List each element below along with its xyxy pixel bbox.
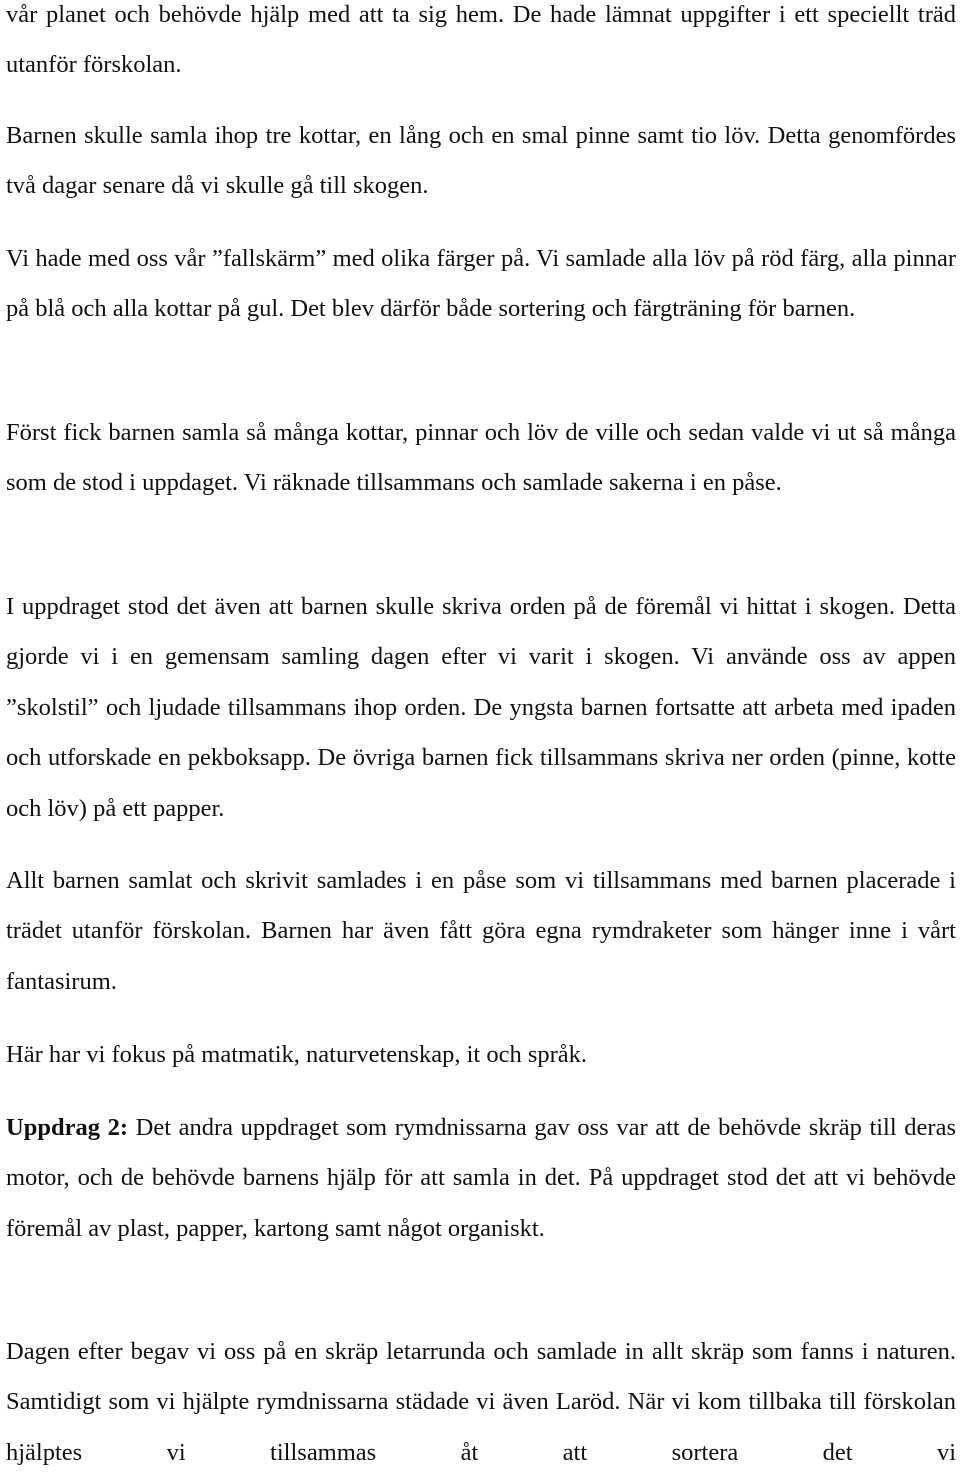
paragraph-focus-areas: Här har vi fokus på matmatik, naturvetenskap, it och språk. [6, 1041, 588, 1068]
paragraph-tree-placement: Allt barnen samlat och skrivit samlades i en påse som vi tillsammans med barnen placerade i trädet utanför förskolan. Barnen har även fått göra egna rymdraketer som hänger inne i vårt fantasirum. [6, 867, 956, 995]
paragraph-intro-continued: vår planet och behövde hjälp med att ta sig hem. De hade lämnat uppgifter i ett speciellt träd utanför förskolan. [6, 1, 956, 79]
paragraph-writing-words: I uppdraget stod det även att barnen skulle skriva orden på de föremål vi hittat i skogen. Detta gjorde vi i en gemensam samling dagen efter vi varit i skogen. Vi använde oss av appen ”skolstil” och ljudade tillsammans ihop orden. De yngsta barnen fortsatte att arbeta med ipaden och utforskade en pekboksapp. De övriga barnen fick tillsammans skriva ner orden (pinne, kotte och löv) på ett papper. [6, 593, 956, 822]
mission-2-text: Det andra uppdraget som rymdnissarna gav oss var att de behövde skräp till deras motor, och de behövde barnens hjälp för att samla in det. På uppdraget stod det att vi behövde föremål av plast, papper, kartong samt något organiskt. [6, 1114, 956, 1242]
paragraph-mission-2 [6, 1103, 956, 1254]
mission-2-label: Uppdrag 2: [6, 1114, 128, 1141]
paragraph-parachute-sorting: Vi hade med oss vår ”fallskärm” med olika färger på. Vi samlade alla löv på röd färg, alla pinnar på blå och alla kottar på gul. Det blev därför både sortering och färgträning för barnen. [6, 245, 956, 323]
paragraph-collect-items: Barnen skulle samla ihop tre kottar, en lång och en smal pinne samt tio löv. Detta genomfördes två dagar senare då vi skulle gå till skogen. [6, 122, 956, 200]
paragraph-counting: Först fick barnen samla så många kottar, pinnar och löv de ville och sedan valde vi ut så många som de stod i uppdaget. Vi räknade tillsammans och samlade sakerna i en påse. [6, 419, 956, 497]
paragraph-trash-walk: Dagen efter begav vi oss på en skräp letarrunda och samlade in allt skräp som fanns i naturen. Samtidigt som vi hjälpte rymdnissarna städade vi även Laröd. När vi kom tillbaka till förskolan hjälptes vi tillsammas åt att sortera det vi [6, 1338, 956, 1466]
